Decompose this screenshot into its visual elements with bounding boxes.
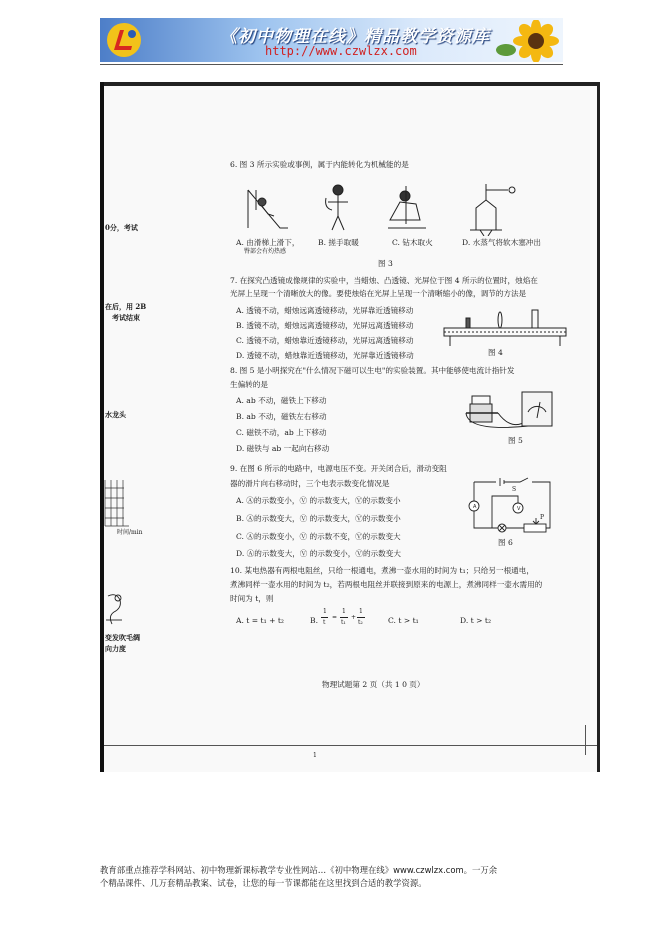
question-7-stem-line2: 光屏上呈现一个清晰放大的像。要使烛焰在光屏上呈现一个清晰缩小的像，调节的方法是 [230, 289, 527, 298]
site-banner [100, 18, 563, 62]
question-10-stem-line2: 煮沸同样一壶水用的时间为 t₂，若两根电阻丝并联接到原来的电源上，煮沸同样一壶水需用的 [230, 580, 543, 589]
q6-option-a[interactable]: A. 由滑梯上滑下， [236, 238, 300, 247]
question-6-stem: 6. 图 3 所示实验或事例，属于内能转化为机械能的是 [230, 160, 409, 169]
q9-option-a[interactable]: A. Ⓐ的示数变小，Ⓥ 的示数变大，Ⓥ的示数变小 [236, 496, 401, 505]
q6-option-d[interactable]: D. 水蒸气将软木塞冲出 [462, 238, 541, 247]
svg-text:V: V [517, 506, 521, 512]
figure-5-label: 图 5 [508, 436, 523, 445]
q10-frac-denominator: t [323, 619, 326, 626]
figure-6-slider-label: P [540, 514, 545, 521]
banner-title: 《初中物理在线》精品教学资源库 [220, 27, 490, 47]
margin-note: 0分，考试 [105, 223, 138, 232]
q10-frac-equals: = [332, 614, 338, 621]
question-9-stem-line1: 9. 在图 6 所示的电路中，电源电压不变。开关闭合后，滑动变阻 [230, 464, 447, 473]
margin-axis-label: 时间/min [117, 529, 143, 536]
q10-option-c[interactable]: C. t > t₁ [388, 616, 419, 625]
question-8-stem-line2: 生偏转的是 [230, 380, 268, 389]
site-footer-line1: 教育部重点推荐学科网站、初中物理新课标教学专业性网站…《初中物理在线》www.czwlzx.com。一万余 [100, 865, 498, 875]
sunflower-icon [492, 20, 562, 62]
margin-note: 变发吹毛绸 [105, 633, 140, 642]
scan-top-edge [104, 82, 600, 86]
q10-frac-denominator: t₁ [341, 619, 346, 626]
margin-note: 在后，用 2B [105, 302, 147, 311]
q10-frac-plus: + [351, 614, 357, 621]
question-8-stem-line1: 8. 图 5 是小明探究在"什么情况下磁可以生电"的实验装置。其中能够使电流计指针发 [230, 366, 515, 375]
margin-sketch-icon [104, 590, 126, 630]
q7-option-d[interactable]: D. 透镜不动，蜡烛靠近透镜移动，光屏靠近透镜移动 [236, 351, 414, 360]
q10-fraction-bar [357, 617, 365, 618]
q10-frac-numerator: 1 [359, 608, 363, 615]
q8-option-c[interactable]: C. 磁铁不动，ab 上下移动 [236, 428, 327, 437]
question-10-stem-line3: 时间为 t，则 [230, 594, 274, 603]
figure-6-switch-label: S [512, 486, 517, 493]
q10-frac-denominator: t₂ [358, 619, 363, 626]
figure-4-optical-bench [440, 306, 570, 348]
q7-option-b[interactable]: B. 透镜不动，蜡烛远离透镜移动，光屏远离透镜移动 [236, 321, 414, 330]
scan-crop-mark [585, 725, 586, 755]
q7-option-c[interactable]: C. 透镜不动，蜡烛靠近透镜移动，光屏远离透镜移动 [236, 336, 414, 345]
question-9-stem-line2: 器的滑片向右移动时，三个电表示数变化情况是 [230, 479, 390, 488]
q8-option-b[interactable]: B. ab 不动，磁铁左右移动 [236, 412, 327, 421]
question-7-stem-line1: 7. 在探究凸透镜成像规律的实验中，当蜡烛、凸透镜、光屏位于图 4 所示的位置时，烛焰在 [230, 276, 538, 285]
question-10-stem-line1: 10. 某电热器有两根电阻丝，只给一根通电，煮沸一壶水用的时间为 t₁；只给另一根通电， [230, 566, 534, 575]
q10-fraction-bar [340, 617, 348, 618]
q9-option-c[interactable]: C. Ⓐ的示数变小，Ⓥ 的示数不变，Ⓥ的示数变大 [236, 532, 401, 541]
q6-option-c[interactable]: C. 钻木取火 [392, 238, 433, 247]
figure-3-label: 图 3 [378, 259, 393, 268]
q10-option-a[interactable]: A. t = t₁ + t₂ [236, 616, 284, 625]
q10-option-b-prefix[interactable]: B. [310, 616, 318, 625]
banner-divider [100, 64, 563, 65]
figure-6-circuit-diagram [462, 474, 562, 536]
scan-right-edge [597, 82, 600, 772]
q6-option-b[interactable]: B. 搓手取暖 [318, 238, 359, 247]
q10-fraction-bar [321, 617, 328, 618]
q8-option-a[interactable]: A. ab 不动，磁铁上下移动 [236, 396, 327, 405]
margin-grid-graph [104, 478, 130, 528]
figure-5-galvanometer-setup [462, 388, 558, 434]
figure-4-label: 图 4 [488, 348, 503, 357]
q10-option-d[interactable]: D. t > t₂ [460, 616, 491, 625]
scan-page-mark: 1 [313, 752, 317, 759]
q10-frac-numerator: 1 [342, 608, 346, 615]
exam-page-number: 物理试题第 2 页（共 1 0 页） [322, 680, 425, 689]
margin-note: 考试结束 [112, 313, 140, 322]
site-footer-line2: 个精品课件、几万套精品教案、试卷，让您的每一节课都能在这里找到合适的教学资源。 [100, 878, 427, 888]
banner-url-link[interactable]: http://www.czwlzx.com [265, 44, 417, 58]
q9-option-d[interactable]: D. Ⓐ的示数变大，Ⓥ 的示数变小，Ⓥ的示数变大 [236, 549, 401, 558]
site-logo-icon [106, 22, 142, 58]
margin-note: 水龙头 [105, 410, 126, 419]
q8-option-d[interactable]: D. 磁铁与 ab 一起向右移动 [236, 444, 330, 453]
scan-crop-line [104, 745, 597, 746]
figure-3-illustrations [240, 180, 540, 236]
scan-left-edge [100, 82, 104, 772]
q9-option-b[interactable]: B. Ⓐ的示数变大，Ⓥ 的示数变大，Ⓥ的示数变小 [236, 514, 401, 523]
figure-6-label: 图 6 [498, 538, 513, 547]
q6-option-a-detail: 臀部会有灼热感 [244, 248, 287, 255]
svg-text:A: A [473, 504, 477, 510]
q10-frac-numerator: 1 [323, 608, 327, 615]
q7-option-a[interactable]: A. 透镜不动，蜡烛远离透镜移动，光屏靠近透镜移动 [236, 306, 414, 315]
margin-note: 向力度 [105, 644, 126, 653]
